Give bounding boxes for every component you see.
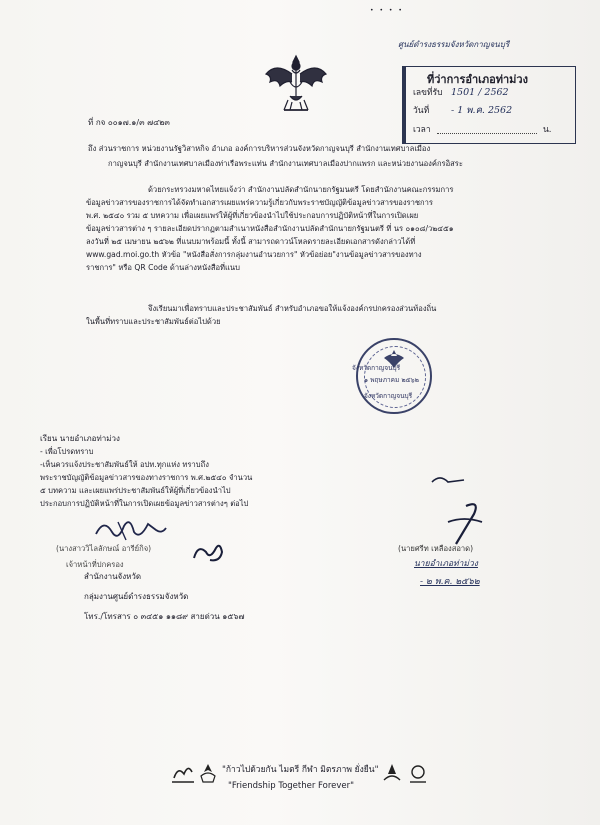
province-logo-icon — [198, 762, 218, 784]
receipt-number-label: เลขที่รับ — [413, 88, 443, 98]
memo-line: พระราชบัญญัติข้อมูลข่าวสารของทางราชการ พ.ศ.๒๕๔๐ จำนวน — [40, 473, 253, 482]
letter-recipient-line-1: ถึง ส่วนราชการ หน่วยงานรัฐวิสาหกิจ อำเภอ องค์การบริหารส่วนจังหวัดกาญจนบุรี สำนักงานเทศบาลเมือง — [88, 144, 431, 153]
receipt-stamp — [402, 66, 576, 144]
director-signature — [190, 538, 226, 568]
sender-office: สำนักงานจังหวัด — [84, 572, 142, 581]
receipt-time-line — [437, 133, 537, 134]
stamp-border-bar — [403, 67, 406, 143]
friendship-logo-icon — [170, 762, 196, 784]
garuda-emblem-icon — [262, 52, 330, 114]
memo-officer-title: เจ้าหน้าที่ปกครอง — [66, 560, 124, 569]
body-line: ข้อมูลข่าวสารต่าง ๆ รายละเอียดปรากฏตามสำเนาหนังสือสำนักงานปลัดสำนักนายกรัฐมนตรี ที่ นร ๐๑๐๘/ว๒๔๕๑ — [86, 224, 454, 233]
sender-group: กลุ่มงานศูนย์ดำรงธรรมจังหวัด — [84, 592, 189, 601]
memo-line: - เพื่อโปรดทราบ — [40, 447, 94, 456]
culture-logo-icon — [406, 762, 430, 784]
receipt-date-label: วันที่ — [413, 106, 430, 116]
approval-title: นายอำเภอท่าม่วง — [414, 559, 478, 569]
receipt-time-value: น. — [543, 125, 552, 135]
body-line: ข้อมูลข่าวสารของราชการได้จัดทำเอกสารเผยแพร่ความรู้เกี่ยวกับพระราชบัญญัติข้อมูลข่าวสารของราชการ — [86, 198, 433, 207]
body-line: ลงวันที่ ๒๕ เมษายน ๒๕๖๒ ที่แนบมาพร้อมนี้ ทั้งนี้ สามารถดาวน์โหลดรายละเอียดเอกสารดังกล่าวได้ที่ — [86, 237, 416, 246]
footer-slogan-english: "Friendship Together Forever" — [228, 781, 355, 791]
letter-reference: ที่ กจ ๐๐๑๗.๑/๓ ๗๔๒๓ — [88, 118, 170, 127]
body-line: จึงเรียนมาเพื่อทราบและประชาสัมพันธ์ สำหรับอำเภอขอให้แจ้งองค์กรปกครองส่วนท้องถิ่น — [148, 304, 437, 313]
receipt-date-value: - 1 พ.ค. 2562 — [451, 105, 513, 116]
body-line: www.gad.moi.go.th หัวข้อ "หนังสือสั่งการกลุ่มงานอำนวยการ" หัวข้อย่อย"งานข้อมูลข่าวสารของทาง — [86, 250, 422, 259]
letter-recipient-line-2: กาญจนบุรี สำนักงานเทศบาลเมืองท่าเรือพระแท่น สำนักงานเทศบาลเมืองปากแพรก และหน่วยงานองค์กรอิสระ — [108, 159, 463, 168]
header-marks: • • • • — [370, 7, 404, 14]
seal-text-3: จังหวัดกาญจนบุรี — [364, 392, 413, 400]
body-line: ราชการ" หรือ QR Code ด้านล่างหนังสือที่แนบ — [86, 263, 240, 272]
letter-body-paragraph-2 — [86, 302, 436, 328]
body-line: พ.ศ. ๒๕๔๐ รวม ๕ บทความ เพื่อเผยแพร่ให้ผู้ที่เกี่ยวข้องนำไปใช้ประกอบการปฏิบัติหน้าที่ในการเปิดเผย — [86, 211, 419, 220]
approval-date: - ๒ พ.ค. ๒๕๖๒ — [420, 577, 480, 587]
memo-line: เรียน นายอำเภอท่าม่วง — [40, 434, 120, 443]
letter-body-paragraph-1 — [86, 183, 454, 274]
receipt-stamp-title: ที่ว่าการอำเภอท่าม่วง — [427, 73, 528, 86]
memo-officer-name: (นางสาววิไลลักษณ์ อารีย์กิจ) — [56, 544, 152, 553]
approval-name: (นายศรีท เหลืองสอาด) — [398, 544, 474, 553]
memo-line: ประกอบการปฏิบัติหน้าที่ในการเปิดเผยข้อมูลข่าวสารต่างๆ ต่อไป — [40, 499, 249, 508]
footer-slogan-thai: "ก้าวไปด้วยกัน ไมตรี กีฬา มิตรภาพ ยั่งยืน" — [222, 765, 379, 775]
receipt-time-label: เวลา — [413, 125, 431, 135]
memo-line: -เห็นควรแจ้งประชาสัมพันธ์ให้ อปท.ทุกแห่ง ทราบถึง — [40, 460, 209, 469]
body-line: ในพื้นที่ทราบและประชาสัมพันธ์ต่อไปด้วย — [86, 317, 221, 326]
approval-mark — [430, 470, 470, 490]
tourism-logo-icon — [380, 762, 404, 784]
unit-stamp: ศูนย์ดำรงธรรมจังหวัดกาญจนบุรี — [398, 40, 510, 49]
memo-line: ๕ บทความ และเผยแพร่ประชาสัมพันธ์ให้ผู้ที่เกี่ยวข้องนำไป — [40, 486, 231, 495]
sender-phone: โทร./โทรสาร ๐ ๓๔๕๑ ๑๑๘๙ สายด่วน ๑๕๖๗ — [84, 612, 245, 621]
provincial-seal — [352, 338, 432, 414]
internal-memo — [40, 432, 252, 510]
receipt-number-value: 1501 / 2562 — [451, 87, 509, 98]
seal-text-1: จังหวัดกาญจนบุรี — [352, 364, 401, 372]
body-line: ด้วยกระทรวงมหาดไทยแจ้งว่า สำนักงานปลัดสำนักนายกรัฐมนตรี โดยสำนักงานคณะกรรมการ — [148, 185, 454, 194]
district-chief-signature — [438, 500, 498, 546]
seal-text-2: ๑ พฤษภาคม ๒๕๖๒ — [364, 376, 419, 384]
